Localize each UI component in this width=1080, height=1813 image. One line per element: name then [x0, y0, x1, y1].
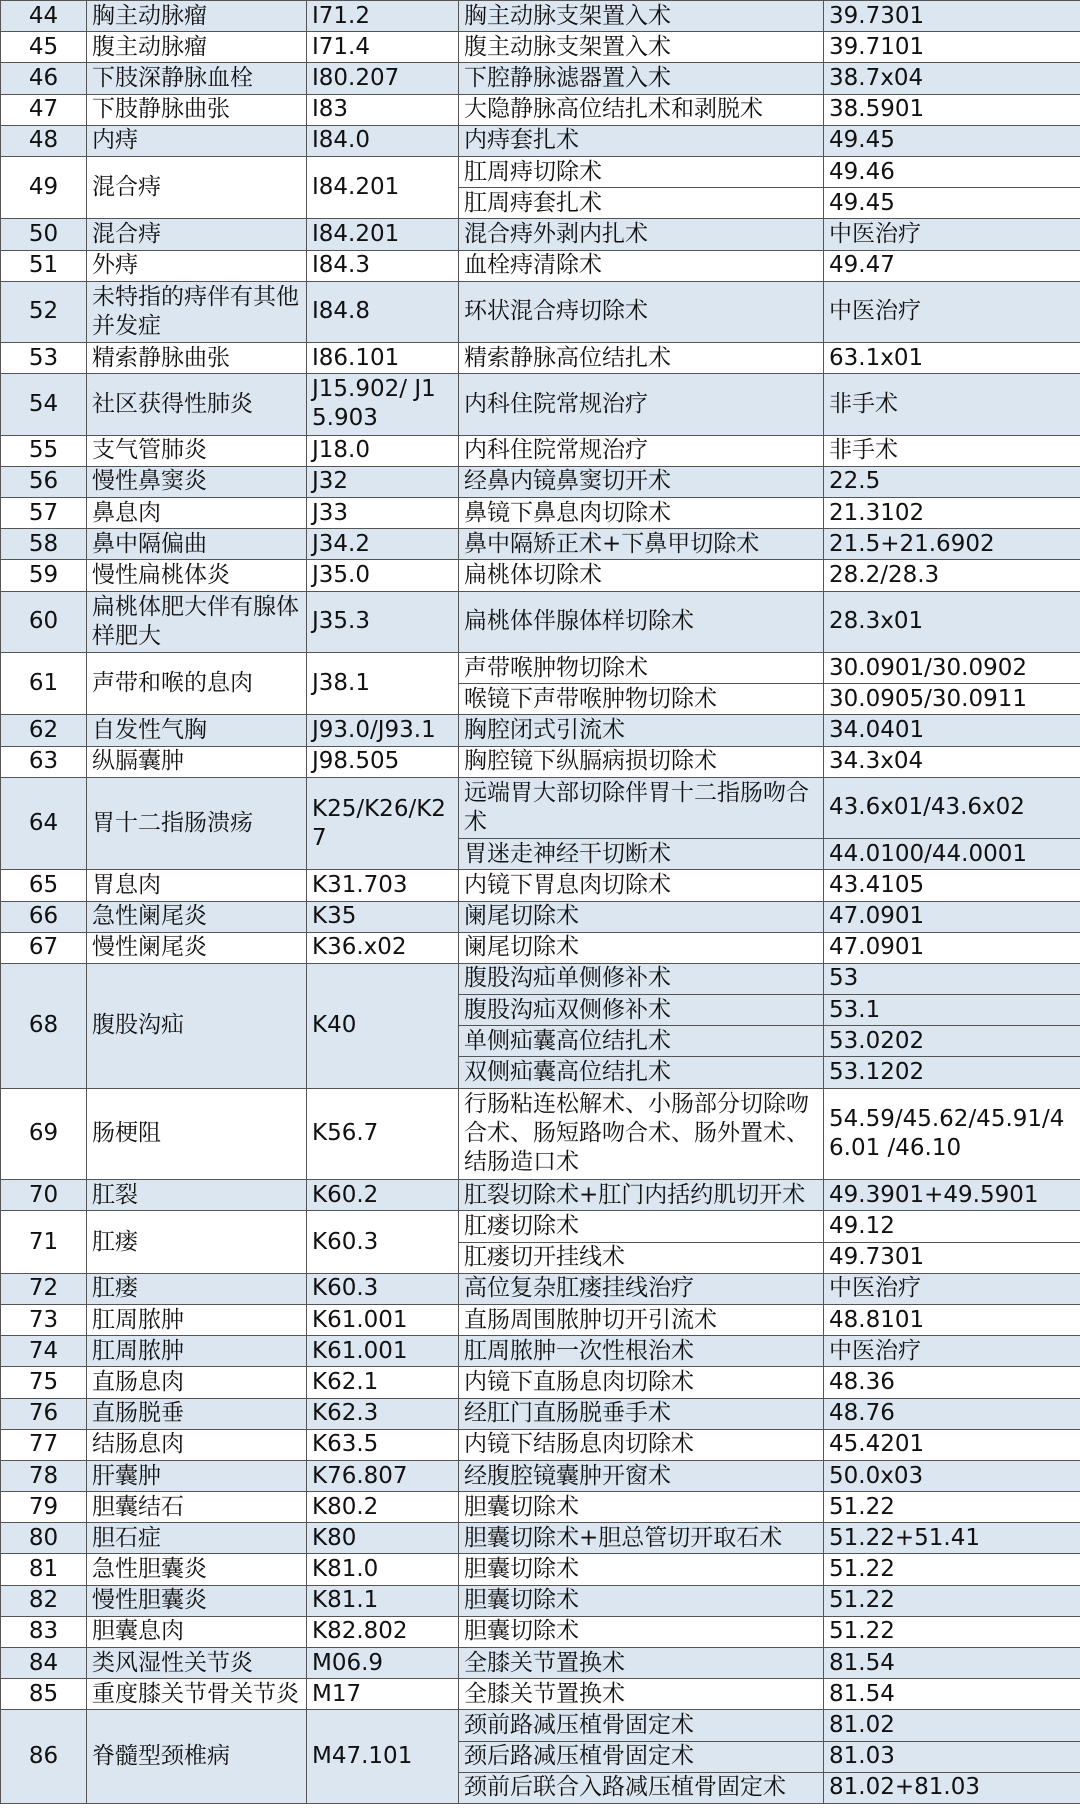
procedure-name-cell: 胆囊切除术+胆总管切开取石术 — [459, 1523, 824, 1554]
table-row — [1, 715, 1080, 746]
diagnosis-code-cell: K60.2 — [307, 1180, 459, 1211]
procedure-code-cell: 21.5+21.6902 — [824, 529, 1080, 560]
table-row — [1, 1460, 1080, 1491]
table-row — [1, 901, 1080, 932]
disease-name-cell: 肠梗阻 — [87, 1088, 307, 1180]
table-row — [1, 560, 1080, 591]
table-row — [1, 1180, 1080, 1211]
table-row — [1, 1429, 1080, 1460]
procedure-name-cell: 胆囊切除术 — [459, 1616, 824, 1647]
row-number-cell: 47 — [1, 94, 87, 125]
row-number-cell: 46 — [1, 63, 87, 94]
row-number-cell: 58 — [1, 529, 87, 560]
procedure-code-cell: 非手术 — [824, 374, 1080, 435]
procedure-name-cell: 鼻中隔矫正术+下鼻甲切除术 — [459, 529, 824, 560]
disease-name-cell: 肛瘘 — [87, 1273, 307, 1304]
procedure-code-cell: 38.5901 — [824, 94, 1080, 125]
diagnosis-code-cell: J34.2 — [307, 529, 459, 560]
diagnosis-code-cell: I71.4 — [307, 32, 459, 63]
diagnosis-code-cell: K81.1 — [307, 1585, 459, 1616]
row-number-cell: 77 — [1, 1429, 87, 1460]
procedure-name-cell: 高位复杂肛瘘挂线治疗 — [459, 1273, 824, 1304]
procedure-code-cell: 51.22 — [824, 1585, 1080, 1616]
procedure-code-cell: 81.02 — [824, 1710, 1080, 1741]
diagnosis-code-cell: M17 — [307, 1679, 459, 1710]
procedure-name-cell: 腹主动脉支架置入术 — [459, 32, 824, 63]
table-row — [1, 1648, 1080, 1679]
procedure-code-cell: 非手术 — [824, 435, 1080, 466]
procedure-name-cell: 经肛门直肠脱垂手术 — [459, 1398, 824, 1429]
disease-name-cell: 慢性鼻窦炎 — [87, 466, 307, 497]
procedure-name-cell: 胸主动脉支架置入术 — [459, 1, 824, 32]
procedure-code-cell: 30.0901/30.0902 — [824, 652, 1080, 683]
procedure-code-cell: 38.7x04 — [824, 63, 1080, 94]
procedure-name-cell: 血栓痔清除术 — [459, 250, 824, 281]
procedure-name-cell: 环状混合痔切除术 — [459, 281, 824, 342]
procedure-name-cell: 肛周痔套扎术 — [459, 188, 824, 219]
table-row — [1, 343, 1080, 374]
diagnosis-code-cell: I84.3 — [307, 250, 459, 281]
procedure-name-cell: 颈后路减压植骨固定术 — [459, 1741, 824, 1772]
table-row — [1, 374, 1080, 435]
procedure-code-cell: 22.5 — [824, 466, 1080, 497]
disease-name-cell: 下肢深静脉血栓 — [87, 63, 307, 94]
procedure-name-cell: 胆囊切除术 — [459, 1554, 824, 1585]
procedure-name-cell: 腹股沟疝单侧修补术 — [459, 963, 824, 994]
procedure-name-cell: 混合痔外剥内扎术 — [459, 219, 824, 250]
procedure-name-cell: 肛周脓肿一次性根治术 — [459, 1336, 824, 1367]
row-number-cell: 49 — [1, 156, 87, 218]
diagnosis-code-cell: I83 — [307, 94, 459, 125]
row-number-cell: 51 — [1, 250, 87, 281]
disease-name-cell: 类风湿性关节炎 — [87, 1648, 307, 1679]
row-number-cell: 61 — [1, 652, 87, 714]
procedure-code-cell: 47.0901 — [824, 901, 1080, 932]
diagnosis-code-cell: K40 — [307, 963, 459, 1088]
procedure-code-cell: 中医治疗 — [824, 281, 1080, 342]
diagnosis-code-cell: K61.001 — [307, 1336, 459, 1367]
row-number-cell: 67 — [1, 932, 87, 963]
disease-name-cell: 扁桃体肥大伴有腺体样肥大 — [87, 591, 307, 652]
row-number-cell: 55 — [1, 435, 87, 466]
disease-name-cell: 声带和喉的息肉 — [87, 652, 307, 714]
table-row — [1, 529, 1080, 560]
table-row — [1, 466, 1080, 497]
procedure-code-cell: 45.4201 — [824, 1429, 1080, 1460]
row-number-cell: 52 — [1, 281, 87, 342]
procedure-code-cell: 53.1202 — [824, 1057, 1080, 1088]
procedure-code-cell: 48.36 — [824, 1367, 1080, 1398]
procedure-name-cell: 肛瘘切除术 — [459, 1211, 824, 1242]
row-number-cell: 65 — [1, 870, 87, 901]
disease-name-cell: 慢性阑尾炎 — [87, 932, 307, 963]
procedure-code-cell: 50.0x03 — [824, 1460, 1080, 1491]
disease-name-cell: 胃息肉 — [87, 870, 307, 901]
disease-name-cell: 肛周脓肿 — [87, 1304, 307, 1335]
row-number-cell: 69 — [1, 1088, 87, 1180]
procedure-name-cell: 扁桃体切除术 — [459, 560, 824, 591]
diagnosis-code-cell: K36.x02 — [307, 932, 459, 963]
diagnosis-code-cell: J18.0 — [307, 435, 459, 466]
procedure-code-cell: 53.1 — [824, 995, 1080, 1026]
row-number-cell: 73 — [1, 1304, 87, 1335]
procedure-code-cell: 中医治疗 — [824, 1273, 1080, 1304]
procedure-name-cell: 下腔静脉滤器置入术 — [459, 63, 824, 94]
table-row — [1, 1398, 1080, 1429]
table-row — [1, 250, 1080, 281]
procedure-name-cell: 声带喉肿物切除术 — [459, 652, 824, 683]
diagnosis-code-cell: K62.1 — [307, 1367, 459, 1398]
row-number-cell: 44 — [1, 1, 87, 32]
diagnosis-code-cell: J32 — [307, 466, 459, 497]
table-row — [1, 125, 1080, 156]
row-number-cell: 53 — [1, 343, 87, 374]
procedure-name-cell: 全膝关节置换术 — [459, 1679, 824, 1710]
row-number-cell: 80 — [1, 1523, 87, 1554]
procedure-name-cell: 内镜下直肠息肉切除术 — [459, 1367, 824, 1398]
disease-name-cell: 混合痔 — [87, 156, 307, 218]
disease-name-cell: 外痔 — [87, 250, 307, 281]
procedure-code-cell: 48.76 — [824, 1398, 1080, 1429]
table-row — [1, 746, 1080, 777]
row-number-cell: 74 — [1, 1336, 87, 1367]
table-row — [1, 498, 1080, 529]
table-row — [1, 1679, 1080, 1710]
procedure-name-cell: 肛瘘切开挂线术 — [459, 1242, 824, 1273]
disease-name-cell: 内痔 — [87, 125, 307, 156]
row-number-cell: 78 — [1, 1460, 87, 1491]
disease-name-cell: 胆石症 — [87, 1523, 307, 1554]
diagnosis-code-cell: K81.0 — [307, 1554, 459, 1585]
procedure-name-cell: 精索静脉高位结扎术 — [459, 343, 824, 374]
disease-name-cell: 肛裂 — [87, 1180, 307, 1211]
row-number-cell: 45 — [1, 32, 87, 63]
procedure-name-cell: 内镜下结肠息肉切除术 — [459, 1429, 824, 1460]
diagnosis-code-cell: J33 — [307, 498, 459, 529]
table-row — [1, 219, 1080, 250]
disease-name-cell: 混合痔 — [87, 219, 307, 250]
diagnosis-code-cell: J38.1 — [307, 652, 459, 714]
table-row — [1, 1, 1080, 32]
disease-name-cell: 肝囊肿 — [87, 1460, 307, 1491]
disease-name-cell: 社区获得性肺炎 — [87, 374, 307, 435]
table-row — [1, 1492, 1080, 1523]
procedure-name-cell: 喉镜下声带喉肿物切除术 — [459, 684, 824, 715]
table-row — [1, 1088, 1080, 1180]
procedure-name-cell: 内痔套扎术 — [459, 125, 824, 156]
disease-name-cell: 胃十二指肠溃疡 — [87, 777, 307, 870]
diagnosis-code-cell: K56.7 — [307, 1088, 459, 1180]
procedure-code-cell: 48.8101 — [824, 1304, 1080, 1335]
disease-name-cell: 直肠息肉 — [87, 1367, 307, 1398]
table-row — [1, 1616, 1080, 1647]
row-number-cell: 79 — [1, 1492, 87, 1523]
procedure-code-cell: 49.12 — [824, 1211, 1080, 1242]
disease-name-cell: 胆囊息肉 — [87, 1616, 307, 1647]
procedure-name-cell: 行肠粘连松解术、小肠部分切除吻合术、肠短路吻合术、肠外置术、结肠造口术 — [459, 1088, 824, 1180]
procedure-code-cell: 54.59/45.62/45.91/46.01 /46.10 — [824, 1088, 1080, 1180]
row-number-cell: 86 — [1, 1710, 87, 1804]
diagnosis-code-cell: K80.2 — [307, 1492, 459, 1523]
disease-name-cell: 纵膈囊肿 — [87, 746, 307, 777]
procedure-code-cell: 44.0100/44.0001 — [824, 839, 1080, 870]
procedure-code-cell: 81.54 — [824, 1648, 1080, 1679]
diagnosis-code-cell: J98.505 — [307, 746, 459, 777]
diagnosis-code-cell: I84.201 — [307, 156, 459, 218]
disease-name-cell: 腹主动脉瘤 — [87, 32, 307, 63]
procedure-code-cell: 34.0401 — [824, 715, 1080, 746]
table-row — [1, 435, 1080, 466]
table-row — [1, 156, 1080, 187]
row-number-cell: 75 — [1, 1367, 87, 1398]
table-row — [1, 963, 1080, 994]
table-row — [1, 870, 1080, 901]
procedure-name-cell: 双侧疝囊高位结扎术 — [459, 1057, 824, 1088]
diagnosis-code-cell: J35.3 — [307, 591, 459, 652]
procedure-code-cell: 39.7301 — [824, 1, 1080, 32]
disease-name-cell: 精索静脉曲张 — [87, 343, 307, 374]
procedure-code-cell: 49.3901+49.5901 — [824, 1180, 1080, 1211]
procedure-code-cell: 49.47 — [824, 250, 1080, 281]
table-row — [1, 932, 1080, 963]
procedure-name-cell: 远端胃大部切除伴胃十二指肠吻合术 — [459, 777, 824, 838]
procedure-name-cell: 内科住院常规治疗 — [459, 435, 824, 466]
diagnosis-code-cell: I71.2 — [307, 1, 459, 32]
disease-name-cell: 肛瘘 — [87, 1211, 307, 1273]
table-row — [1, 1585, 1080, 1616]
diagnosis-code-cell: J35.0 — [307, 560, 459, 591]
procedure-code-cell: 53.0202 — [824, 1026, 1080, 1057]
procedure-code-cell: 中医治疗 — [824, 219, 1080, 250]
procedure-name-cell: 经鼻内镜鼻窦切开术 — [459, 466, 824, 497]
procedure-name-cell: 肛裂切除术+肛门内括约肌切开术 — [459, 1180, 824, 1211]
row-number-cell: 82 — [1, 1585, 87, 1616]
procedure-code-cell: 51.22 — [824, 1492, 1080, 1523]
table-row — [1, 1336, 1080, 1367]
procedure-name-cell: 鼻镜下鼻息肉切除术 — [459, 498, 824, 529]
diagnosis-code-cell: K62.3 — [307, 1398, 459, 1429]
table-row — [1, 1273, 1080, 1304]
table-row — [1, 1523, 1080, 1554]
row-number-cell: 56 — [1, 466, 87, 497]
diagnosis-code-cell: K76.807 — [307, 1460, 459, 1491]
procedure-name-cell: 颈前后联合入路减压植骨固定术 — [459, 1772, 824, 1803]
row-number-cell: 57 — [1, 498, 87, 529]
diagnosis-code-cell: I84.201 — [307, 219, 459, 250]
procedure-name-cell: 扁桃体伴腺体样切除术 — [459, 591, 824, 652]
row-number-cell: 70 — [1, 1180, 87, 1211]
procedure-name-cell: 腹股沟疝双侧修补术 — [459, 995, 824, 1026]
row-number-cell: 64 — [1, 777, 87, 870]
procedure-code-cell: 21.3102 — [824, 498, 1080, 529]
procedure-code-cell: 81.54 — [824, 1679, 1080, 1710]
row-number-cell: 81 — [1, 1554, 87, 1585]
procedure-name-cell: 胆囊切除术 — [459, 1492, 824, 1523]
row-number-cell: 66 — [1, 901, 87, 932]
disease-name-cell: 慢性扁桃体炎 — [87, 560, 307, 591]
procedure-name-cell: 单侧疝囊高位结扎术 — [459, 1026, 824, 1057]
disease-name-cell: 结肠息肉 — [87, 1429, 307, 1460]
procedure-name-cell: 内镜下胃息肉切除术 — [459, 870, 824, 901]
table-row — [1, 281, 1080, 342]
diagnosis-code-cell: I86.101 — [307, 343, 459, 374]
diagnosis-code-cell: K60.3 — [307, 1211, 459, 1273]
procedure-name-cell: 经腹腔镜囊肿开窗术 — [459, 1460, 824, 1491]
diagnosis-code-cell: K35 — [307, 901, 459, 932]
disease-name-cell: 肛周脓肿 — [87, 1336, 307, 1367]
disease-name-cell: 未特指的痔伴有其他并发症 — [87, 281, 307, 342]
disease-name-cell: 下肢静脉曲张 — [87, 94, 307, 125]
procedure-code-cell: 49.45 — [824, 188, 1080, 219]
procedure-code-cell: 43.4105 — [824, 870, 1080, 901]
diagnosis-code-cell: I80.207 — [307, 63, 459, 94]
procedure-name-cell: 胆囊切除术 — [459, 1585, 824, 1616]
row-number-cell: 83 — [1, 1616, 87, 1647]
disease-name-cell: 鼻息肉 — [87, 498, 307, 529]
procedure-code-cell: 30.0905/30.0911 — [824, 684, 1080, 715]
diagnosis-code-cell: I84.0 — [307, 125, 459, 156]
table-row — [1, 32, 1080, 63]
table-row — [1, 1304, 1080, 1335]
disease-name-cell: 胸主动脉瘤 — [87, 1, 307, 32]
procedure-code-cell: 28.2/28.3 — [824, 560, 1080, 591]
row-number-cell: 85 — [1, 1679, 87, 1710]
table-row — [1, 1554, 1080, 1585]
row-number-cell: 68 — [1, 963, 87, 1088]
procedure-name-cell: 全膝关节置换术 — [459, 1648, 824, 1679]
row-number-cell: 54 — [1, 374, 87, 435]
table-row — [1, 652, 1080, 683]
procedure-code-cell: 81.03 — [824, 1741, 1080, 1772]
procedure-code-cell: 63.1x01 — [824, 343, 1080, 374]
procedure-code-cell: 51.22+51.41 — [824, 1523, 1080, 1554]
row-number-cell: 84 — [1, 1648, 87, 1679]
procedure-code-cell: 28.3x01 — [824, 591, 1080, 652]
procedure-code-cell: 51.22 — [824, 1554, 1080, 1585]
procedure-table-body — [1, 1, 1080, 1804]
row-number-cell: 63 — [1, 746, 87, 777]
procedure-code-cell: 49.45 — [824, 125, 1080, 156]
row-number-cell: 76 — [1, 1398, 87, 1429]
table-row — [1, 94, 1080, 125]
diagnosis-code-cell: I84.8 — [307, 281, 459, 342]
procedure-name-cell: 胸腔镜下纵膈病损切除术 — [459, 746, 824, 777]
diagnosis-code-cell: K25/K26/K27 — [307, 777, 459, 870]
diagnosis-code-cell: M06.9 — [307, 1648, 459, 1679]
disease-name-cell: 直肠脱垂 — [87, 1398, 307, 1429]
disease-name-cell: 急性胆囊炎 — [87, 1554, 307, 1585]
table-row — [1, 63, 1080, 94]
procedure-code-cell: 39.7101 — [824, 32, 1080, 63]
procedure-code-cell: 51.22 — [824, 1616, 1080, 1647]
procedure-name-cell: 内科住院常规治疗 — [459, 374, 824, 435]
procedure-name-cell: 胸腔闭式引流术 — [459, 715, 824, 746]
diagnosis-code-cell: K63.5 — [307, 1429, 459, 1460]
diagnosis-code-cell: M47.101 — [307, 1710, 459, 1804]
row-number-cell: 71 — [1, 1211, 87, 1273]
procedure-name-cell: 胃迷走神经干切断术 — [459, 839, 824, 870]
row-number-cell: 60 — [1, 591, 87, 652]
procedure-name-cell: 阑尾切除术 — [459, 932, 824, 963]
disease-name-cell: 胆囊结石 — [87, 1492, 307, 1523]
disease-name-cell: 支气管肺炎 — [87, 435, 307, 466]
diagnosis-code-cell: J93.0/J93.1 — [307, 715, 459, 746]
table-row — [1, 777, 1080, 838]
disease-name-cell: 脊髓型颈椎病 — [87, 1710, 307, 1804]
disease-name-cell: 重度膝关节骨关节炎 — [87, 1679, 307, 1710]
procedure-code-cell: 49.7301 — [824, 1242, 1080, 1273]
procedure-name-cell: 肛周痔切除术 — [459, 156, 824, 187]
table-row — [1, 1367, 1080, 1398]
procedure-name-cell: 直肠周围脓肿切开引流术 — [459, 1304, 824, 1335]
diagnosis-code-cell: K31.703 — [307, 870, 459, 901]
disease-name-cell: 腹股沟疝 — [87, 963, 307, 1088]
table-row — [1, 1710, 1080, 1741]
diagnosis-code-cell: K61.001 — [307, 1304, 459, 1335]
procedure-code-cell: 49.46 — [824, 156, 1080, 187]
disease-name-cell: 急性阑尾炎 — [87, 901, 307, 932]
procedure-code-cell: 81.02+81.03 — [824, 1772, 1080, 1803]
procedure-name-cell: 大隐静脉高位结扎术和剥脱术 — [459, 94, 824, 125]
row-number-cell: 59 — [1, 560, 87, 591]
disease-name-cell: 鼻中隔偏曲 — [87, 529, 307, 560]
disease-name-cell: 慢性胆囊炎 — [87, 1585, 307, 1616]
diagnosis-code-cell: K60.3 — [307, 1273, 459, 1304]
procedure-code-cell: 34.3x04 — [824, 746, 1080, 777]
procedure-name-cell: 颈前路减压植骨固定术 — [459, 1710, 824, 1741]
table-row — [1, 591, 1080, 652]
procedure-code-cell: 中医治疗 — [824, 1336, 1080, 1367]
disease-name-cell: 自发性气胸 — [87, 715, 307, 746]
row-number-cell: 72 — [1, 1273, 87, 1304]
diagnosis-code-cell: K82.802 — [307, 1616, 459, 1647]
procedure-name-cell: 阑尾切除术 — [459, 901, 824, 932]
procedure-code-cell: 43.6x01/43.6x02 — [824, 777, 1080, 838]
diagnosis-code-cell: J15.902/ J15.903 — [307, 374, 459, 435]
diagnosis-code-cell: K80 — [307, 1523, 459, 1554]
row-number-cell: 48 — [1, 125, 87, 156]
procedure-code-cell: 53 — [824, 963, 1080, 994]
row-number-cell: 62 — [1, 715, 87, 746]
table-row — [1, 1211, 1080, 1242]
row-number-cell: 50 — [1, 219, 87, 250]
procedure-code-cell: 47.0901 — [824, 932, 1080, 963]
